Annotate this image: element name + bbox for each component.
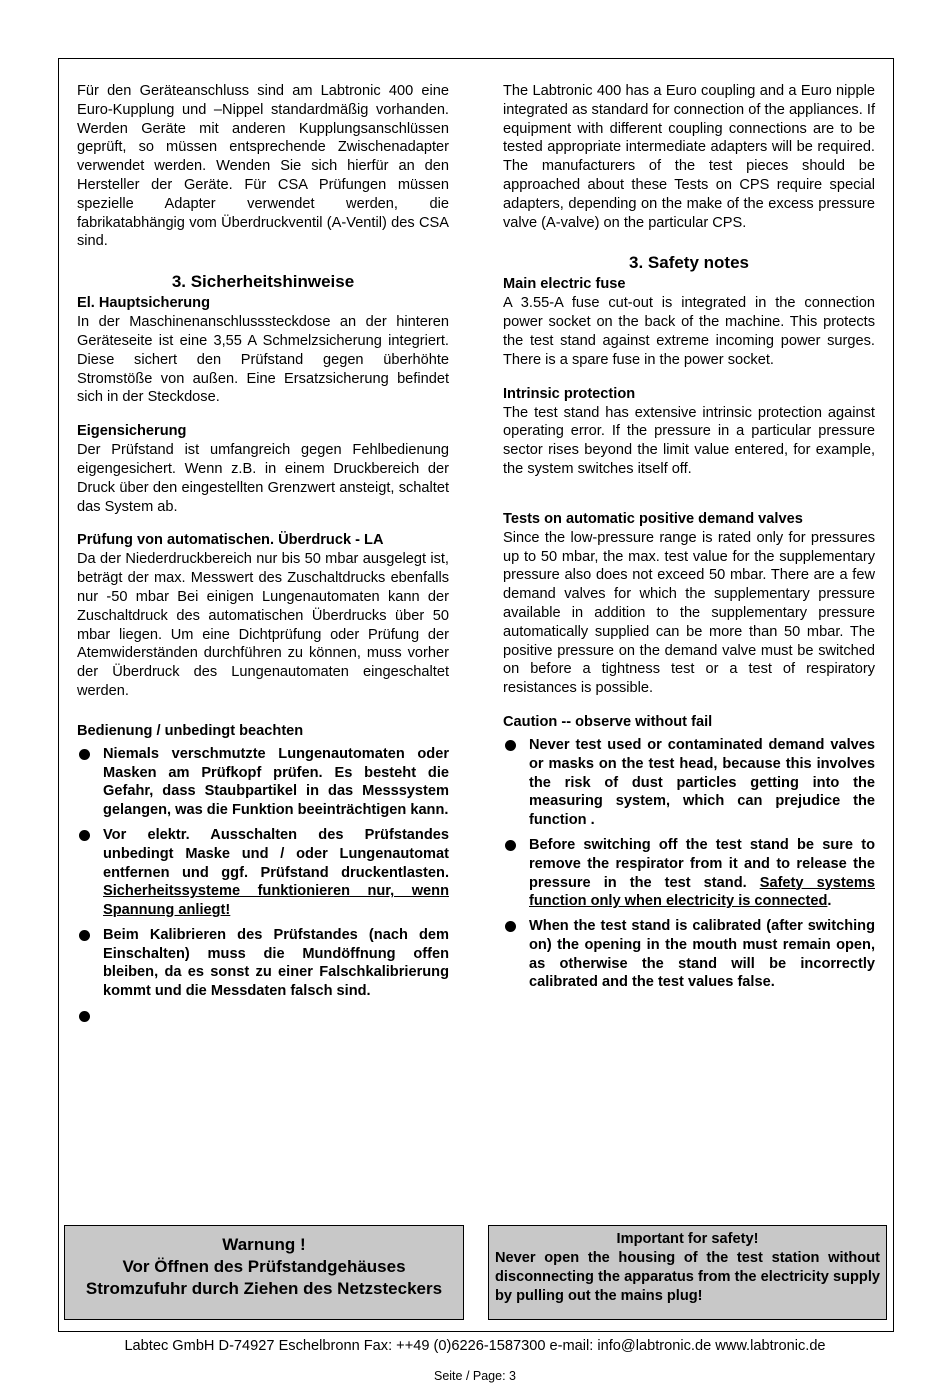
- en-fuse-title: Main electric fuse: [503, 276, 626, 293]
- en-caution-title: Caution -- observe without fail: [503, 713, 713, 730]
- warning-box-english: [488, 1225, 887, 1320]
- de-caution-title: Bedienung / unbedingt beachten: [77, 722, 304, 739]
- en-intro: The Labtronic 400 has a Euro coupling and a Euro nipple integrated as standard for connection of the appliances. If equipment with different coupling connections are to be tested appropriate intermediate adapters will be required. The manufacturers of the test pieces should be approached about these Tests on CPS require special adapters, depending on the make of the excess pressure valve (A-valve) on the particular CPS.: [503, 83, 875, 231]
- list-item: When the test stand is calibrated (after switching on) the opening in the mouth must remain open, as otherwise the stand will be incorrectly calibrated and the test values false.: [503, 917, 875, 992]
- de-auto-title: Prüfung von automatischen. Überdruck - LA: [77, 532, 384, 549]
- warning-de-line2: Vor Öffnen des Prüfstandgehäuses: [122, 1257, 406, 1276]
- de-intrinsic-title: Eigensicherung: [77, 423, 187, 440]
- bullet-icon: [79, 830, 90, 841]
- warning-de-line3: Stromzufuhr durch Ziehen des Netzsteckers: [85, 1279, 443, 1298]
- de-section-title: 3. Sicherheitshinweise: [171, 272, 355, 292]
- de-intrinsic-text: Der Prüfstand ist umfangreich gegen Fehlbedienung eigengesichert. Wenn z.B. in einem Druckbereich der Druck über den eingestellten Grenzwert ansteigt, schaltet das System ab.: [77, 442, 449, 515]
- warning-box-german: [64, 1225, 464, 1320]
- de-auto-text: Da der Niederdruckbereich nur bis 50 mbar ausgelegt ist, beträgt der max. Messwert des Zuschaltdrucks ebenfalls nur -50 mbar Bei einigen Lungenautomaten kann der Zuschaltdruck des automatischen Überdrucks über 50 mbar liegen. Um eine Dichtprüfung oder Prüfung der Atemwiderständen durchführen zu können, muss vorher der Überdruck des Lungenautomaten eingeschaltet werden.: [77, 551, 449, 699]
- list-item: Before switching off the test stand be sure to remove the respirator from it and to release the pressure in the test stand. Safety systems function only when electricity is connected.: [503, 836, 875, 911]
- list-item: Niemals verschmutzte Lungenautomaten oder Masken am Prüfkopf prüfen. Es besteht die Gefahr, dass Staubpartikel in das Messsystem gelangen, was die Funktion beeinträchtigen kann.: [77, 745, 449, 820]
- warning-en-text: Never open the housing of the test station without disconnecting the apparatus from the electricity supply by pulling out the mains plug!: [495, 1250, 880, 1304]
- bullet-icon: [79, 749, 90, 760]
- bullet-icon: [505, 921, 516, 932]
- en-section-title: 3. Safety notes: [629, 253, 749, 273]
- english-column: [503, 82, 875, 998]
- de-intro: Für den Geräteanschluss sind am Labtronic 400 eine Euro-Kupplung und –Nippel standardmäßig vorhanden. Werden Geräte mit anderen Kupplungsanschlüssen geprüft, so müssen entsprechende Zwischenadapter verwendet werden. Wenden Sie sich hierfür an den Hersteller der Geräte. Für CSA Prüfungen müssen spezielle Adapter verwendet werden, die fabrikatabhängig vom Überdruckventil (A-Ventil) des CSA sind.: [77, 83, 449, 250]
- de-fuse-text: In der Maschinenanschlusssteckdose an der hinteren Geräteseite ist eine 3,55 A Schmelzsicherung integriert. Diese sichert den Prüfstand gegen überhöhte Stromstöße von außen. Eine Ersatzsicherung befindet sich in der Steckdose.: [77, 314, 449, 406]
- bullet-icon: [505, 740, 516, 751]
- de-fuse-title: El. Hauptsicherung: [77, 295, 210, 312]
- list-item: Vor elektr. Ausschalten des Prüfstandes unbedingt Maske und / oder Lungenautomat entfernen und ggf. Prüfstand druckentlasten. Sicherheitssysteme funktionieren nur, wenn Spannung anliegt!: [77, 826, 449, 920]
- bullet-icon: [79, 930, 90, 941]
- page-number: Seite / Page: 3: [433, 1369, 516, 1383]
- en-intrinsic-title: Intrinsic protection: [503, 385, 636, 402]
- footer-company: Labtec GmbH D-74927 Eschelbronn Fax: ++49 (0)6226-1587300 e-mail: info@labtronic.de www.labtronic.de: [124, 1338, 826, 1354]
- de-caution-list: [77, 745, 449, 1025]
- german-column: [77, 82, 449, 1031]
- bullet-icon: [79, 1011, 90, 1022]
- en-auto-title: Tests on automatic positive demand valves: [503, 510, 803, 527]
- warning-en-title: Important for safety!: [616, 1231, 759, 1247]
- en-caution-list: [503, 736, 875, 992]
- list-item: [77, 1007, 449, 1025]
- en-auto-text: Since the low-pressure range is rated only for pressures up to 50 mbar, the max. test value for the supplementary pressure also does not exceed 50 mbar. There are a few demand valves for which the supplementary pressure available in addition to the supplementary pressure automatically supplied can be more than 50 mbar. The positive pressure on the demand valve must be switched on before a tightness test or a test of respiratory resistances is possible.: [503, 529, 875, 697]
- bullet-icon: [505, 840, 516, 851]
- en-intrinsic-text: The test stand has extensive intrinsic protection against operating error. If the pressure in a particular pressure sector rises beyond the limit value entered, for example, the system switches itself off.: [503, 404, 875, 477]
- en-fuse-text: A 3.55-A fuse cut-out is integrated in the connection power socket on the back of the machine. This protects the test stand against extreme incoming power surges. There is a spare fuse in the power socket.: [503, 295, 875, 368]
- list-item: Never test used or contaminated demand valves or masks on the test head, because this involves the risk of dust particles getting into the measuring system, which can prejudice the function .: [503, 736, 875, 830]
- list-item: Beim Kalibrieren des Prüfstandes (nach dem Einschalten) muss die Mundöffnung offen bleiben, da es sonst zu einer Falschkalibrierung kommt und die Messdaten falsch sind.: [77, 926, 449, 1001]
- warning-de-line1: Warnung !: [222, 1235, 306, 1254]
